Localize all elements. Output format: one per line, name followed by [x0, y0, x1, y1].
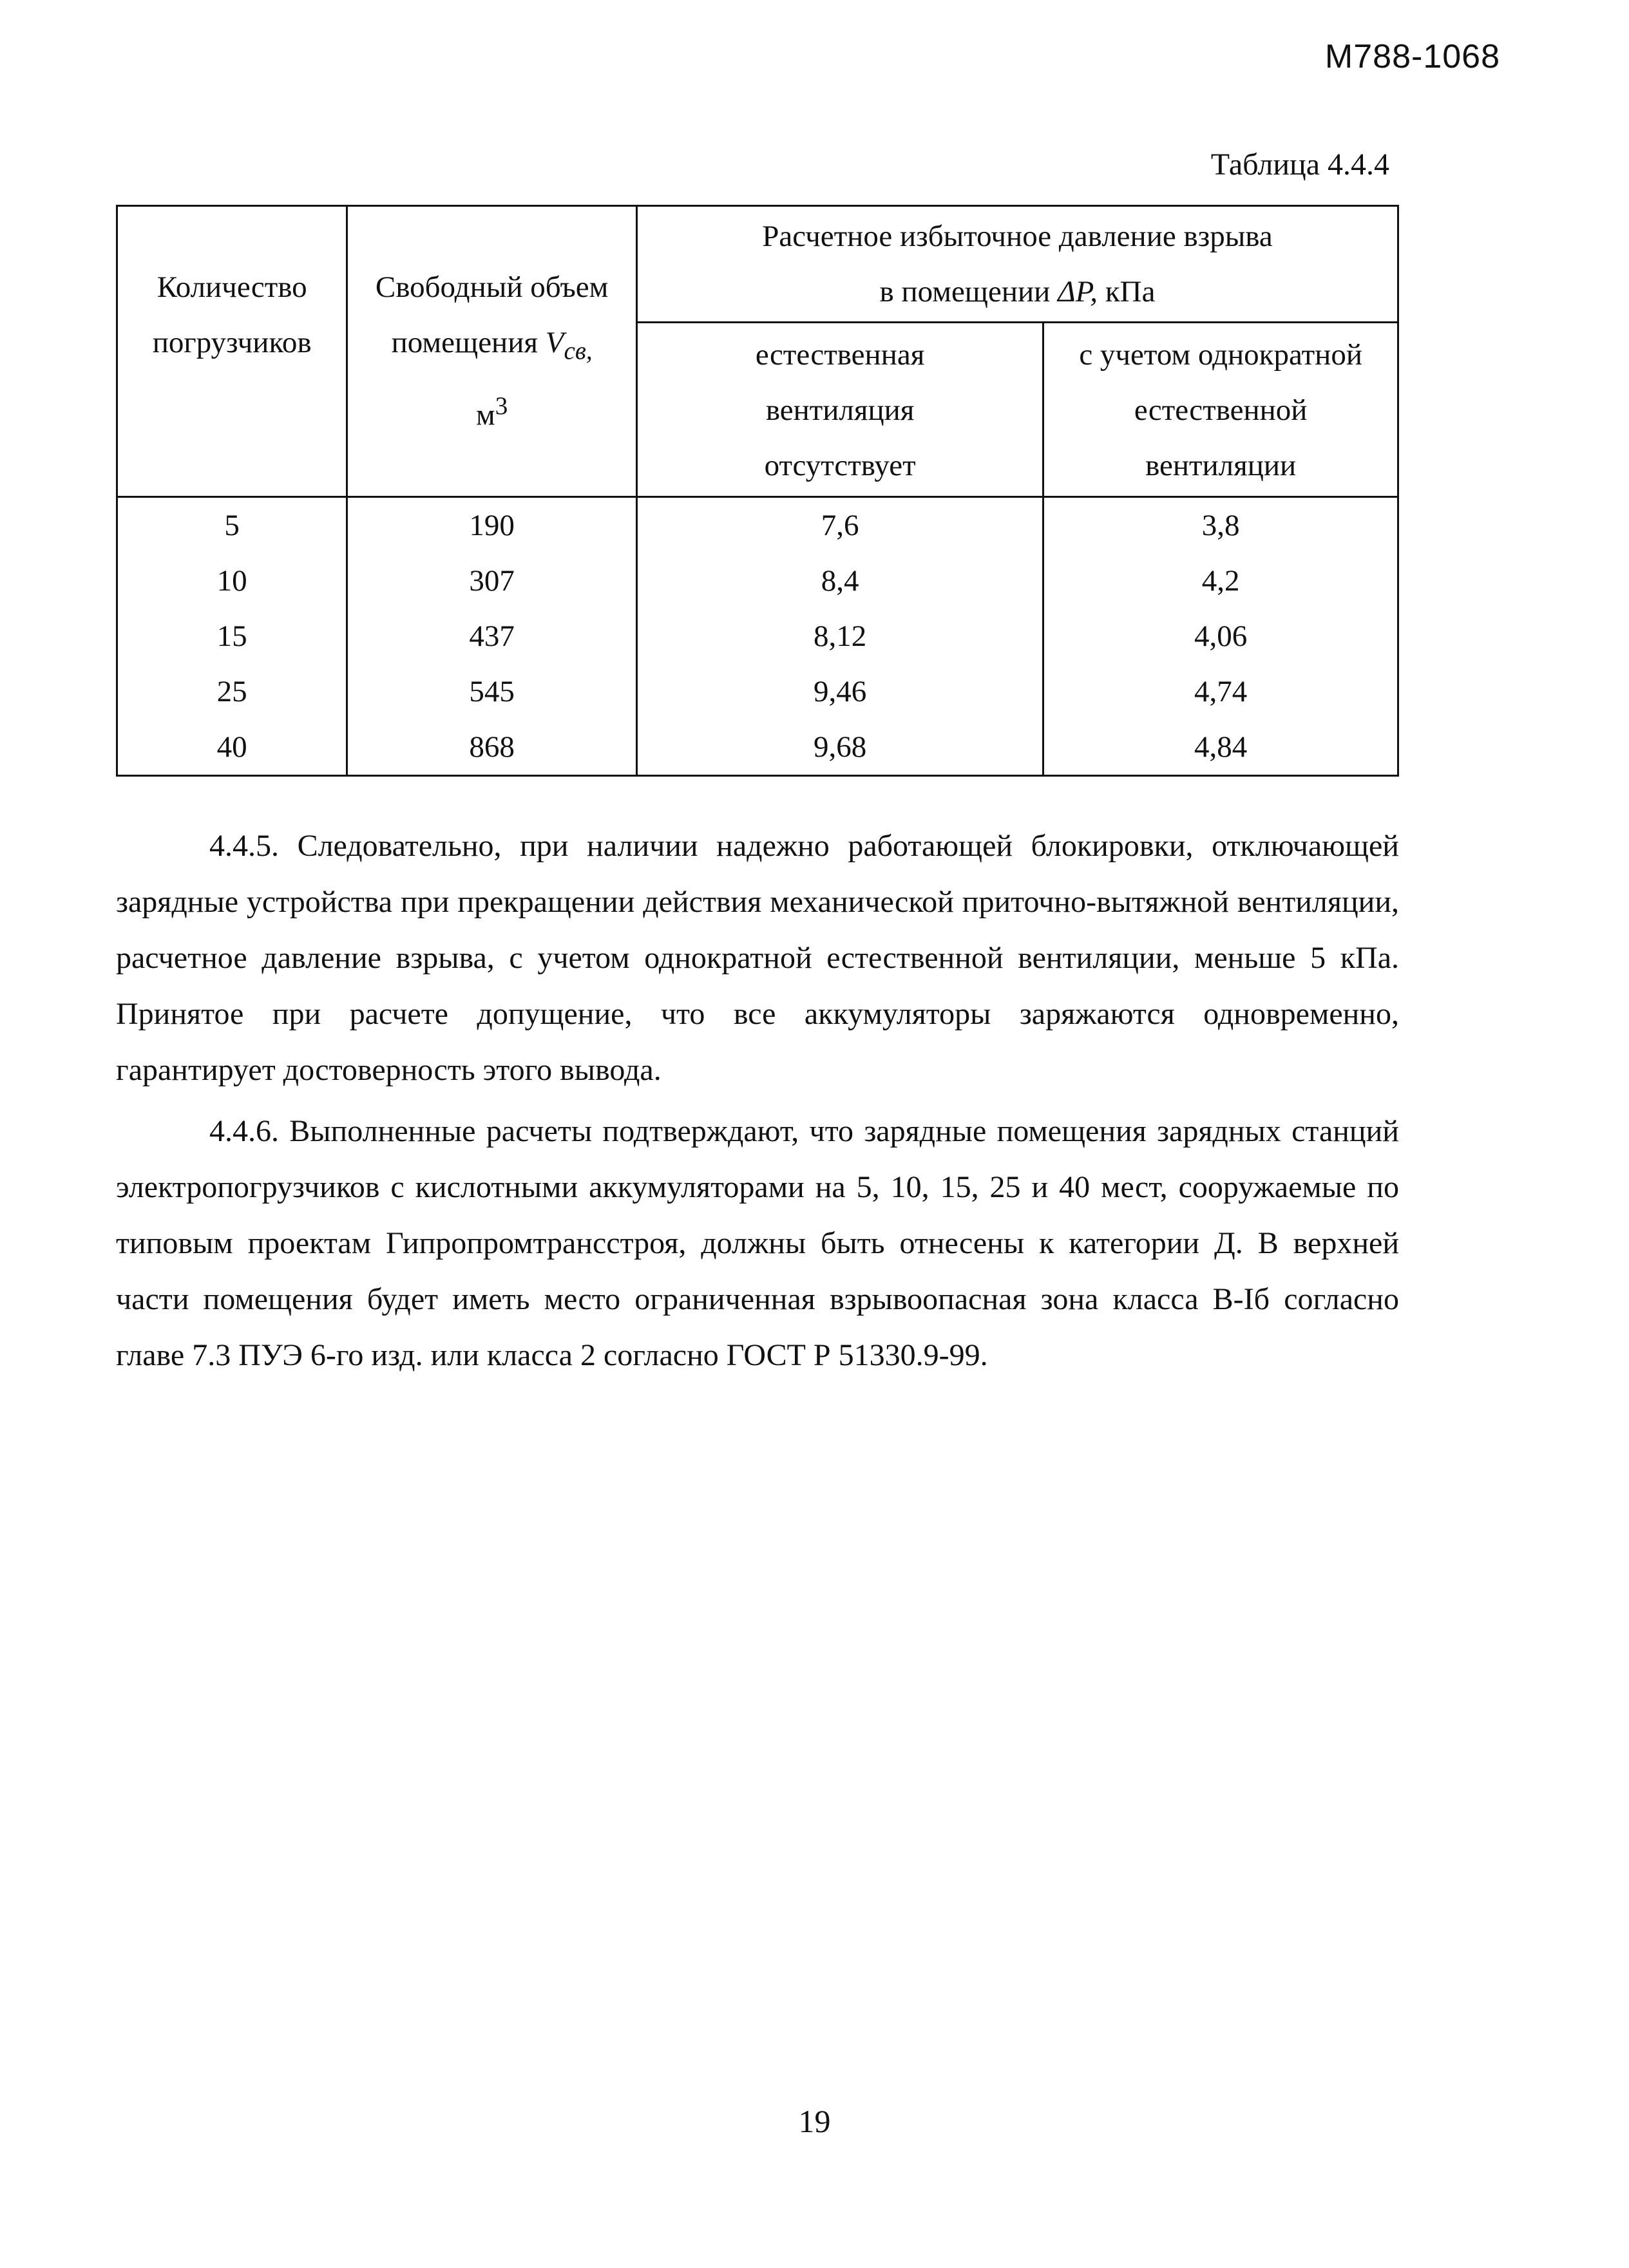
- cell-pressure-natural-vent: 4,84: [1043, 719, 1398, 776]
- pressure-table: [116, 205, 1399, 777]
- header-loader-count-line1: Количество: [157, 270, 307, 304]
- cell-loader-count: 25: [117, 664, 347, 719]
- header-nat-vent-line3: вентиляции: [1145, 449, 1297, 482]
- pressure-unit: кПа: [1098, 275, 1156, 308]
- header-natural-ventilation: [1043, 323, 1398, 497]
- header-loader-count-line2: погрузчиков: [152, 326, 312, 359]
- cell-pressure-natural-vent: 4,06: [1043, 609, 1398, 664]
- cell-pressure-natural-vent: 4,2: [1043, 553, 1398, 609]
- table-row: [117, 609, 1398, 664]
- cell-pressure-natural-vent: 4,74: [1043, 664, 1398, 719]
- cell-pressure-no-vent: 9,68: [636, 719, 1043, 776]
- page-number: 19: [798, 2103, 831, 2139]
- header-pressure-line1: Расчетное избыточное давление взрыва: [762, 220, 1273, 253]
- header-free-volume-line1: Свободный объем: [375, 270, 609, 304]
- table-row: [117, 719, 1398, 776]
- header-no-ventilation: [636, 323, 1043, 497]
- header-pressure-prefix: в помещении: [879, 275, 1058, 308]
- document-code: М788-1068: [1324, 38, 1500, 75]
- volume-symbol: V: [545, 326, 564, 359]
- header-row-1: [117, 206, 1398, 323]
- cell-pressure-no-vent: 8,12: [636, 609, 1043, 664]
- cell-pressure-natural-vent: 3,8: [1043, 497, 1398, 554]
- table-row: [117, 497, 1398, 554]
- cell-pressure-no-vent: 7,6: [636, 497, 1043, 554]
- header-no-vent-line3: отсутствует: [764, 449, 916, 482]
- body-text: [116, 818, 1399, 1388]
- header-no-vent-line2: вентиляция: [765, 393, 915, 427]
- table-caption: Таблица 4.4.4: [1210, 147, 1389, 182]
- header-loader-count: [117, 206, 347, 497]
- volume-unit: м: [475, 399, 495, 433]
- cell-loader-count: 5: [117, 497, 347, 554]
- cell-free-volume: 307: [347, 553, 637, 609]
- volume-unit-superscript: 3: [495, 392, 508, 421]
- volume-subscript: св,: [564, 337, 593, 365]
- cell-pressure-no-vent: 8,4: [636, 553, 1043, 609]
- header-explosion-pressure: [636, 206, 1398, 323]
- header-nat-vent-line1: с учетом однократной: [1079, 338, 1362, 372]
- table-row: [117, 553, 1398, 609]
- cell-free-volume: 190: [347, 497, 637, 554]
- cell-loader-count: 40: [117, 719, 347, 776]
- paragraph-4-4-5: 4.4.5. Следовательно, при наличии надежно работающей блокировки, отключающей зарядные устройства при прекращении действия механической приточно-вытяжной вентиляции, расчетное давление взрыва, с учетом однократной естественной вентиляции, меньше 5 кПа. Принятое при расчете допущение, что все аккумуляторы заряжаются одновременно, гарантирует достоверность этого вывода.: [116, 829, 1399, 1087]
- header-no-vent-line1: естественная: [755, 338, 925, 372]
- table-body: [117, 497, 1398, 776]
- paragraph-4-4-6: 4.4.6. Выполненные расчеты подтверждают, что зарядные помещения зарядных станций электропогрузчиков с кислотными аккумуляторами на 5, 10, 15, 25 и 40 мест, сооружаемые по типовым проектам Гипропромтрансстроя, должны быть отнесены к категории Д. В верхней части помещения будет иметь место ограниченная взрывоопасная зона класса В-Iб согласно главе 7.3 ПУЭ 6-го изд. или класса 2 согласно ГОСТ Р 51330.9-99.: [116, 1114, 1399, 1372]
- cell-loader-count: 15: [117, 609, 347, 664]
- cell-free-volume: 545: [347, 664, 637, 719]
- cell-pressure-no-vent: 9,46: [636, 664, 1043, 719]
- table-header: [117, 206, 1398, 497]
- cell-loader-count: 10: [117, 553, 347, 609]
- header-nat-vent-line2: естественной: [1134, 393, 1308, 427]
- header-free-volume: [347, 206, 637, 497]
- table-row: [117, 664, 1398, 719]
- cell-free-volume: 437: [347, 609, 637, 664]
- cell-free-volume: 868: [347, 719, 637, 776]
- header-free-volume-prefix: помещения: [391, 326, 546, 359]
- pressure-symbol: ΔP,: [1058, 275, 1098, 308]
